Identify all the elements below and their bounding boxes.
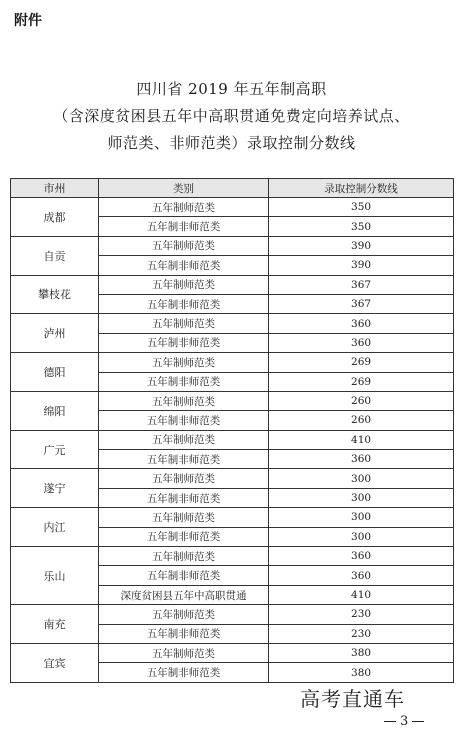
- type-cell: 五年制师范类: [98, 314, 268, 333]
- city-cell: 遂宁: [11, 469, 99, 508]
- header-city: 市州: [11, 179, 99, 198]
- city-cell: 乐山: [11, 547, 99, 605]
- page-number: [380, 714, 428, 729]
- city-cell: 内江: [11, 508, 99, 547]
- score-cell: 230: [269, 624, 454, 643]
- score-cell: 360: [269, 450, 454, 469]
- score-cell: 230: [269, 605, 454, 624]
- score-cell: 380: [269, 663, 454, 682]
- score-table: [10, 178, 454, 683]
- type-cell: 五年制非师范类: [98, 217, 268, 236]
- header-type: 类别: [98, 179, 268, 198]
- city-cell: 成都: [11, 198, 99, 237]
- score-cell: 350: [269, 217, 454, 236]
- score-cell: 360: [269, 333, 454, 352]
- score-cell: 367: [269, 275, 454, 294]
- type-cell: 五年制师范类: [98, 643, 268, 662]
- type-cell: 五年制非师范类: [98, 624, 268, 643]
- table-row: [11, 605, 454, 624]
- type-cell: 五年制师范类: [98, 469, 268, 488]
- table-row: [11, 353, 454, 372]
- city-cell: 德阳: [11, 353, 99, 392]
- score-cell: 269: [269, 353, 454, 372]
- attachment-label: 附件: [14, 13, 42, 29]
- type-cell: 五年制非师范类: [98, 488, 268, 507]
- score-cell: 260: [269, 391, 454, 410]
- score-cell: 390: [269, 256, 454, 275]
- type-cell: 五年制师范类: [98, 275, 268, 294]
- type-cell: 五年制非师范类: [98, 256, 268, 275]
- type-cell: 五年制非师范类: [98, 527, 268, 546]
- type-cell: 五年制师范类: [98, 605, 268, 624]
- type-cell: 五年制非师范类: [98, 411, 268, 430]
- type-cell: 五年制非师范类: [98, 372, 268, 391]
- score-cell: 410: [269, 585, 454, 604]
- score-cell: 350: [269, 198, 454, 217]
- type-cell: 五年制师范类: [98, 353, 268, 372]
- city-cell: 广元: [11, 430, 99, 469]
- table-row: [11, 236, 454, 255]
- table-row: [11, 508, 454, 527]
- city-cell: 泸州: [11, 314, 99, 353]
- score-cell: 380: [269, 643, 454, 662]
- table-row: [11, 643, 454, 662]
- score-cell: 410: [269, 430, 454, 449]
- header-score: 录取控制分数线: [269, 179, 454, 198]
- table-row: [11, 391, 454, 410]
- title-line-3: 师范类、非师范类）录取控制分数线: [107, 134, 356, 152]
- type-cell: 五年制师范类: [98, 391, 268, 410]
- score-cell: 300: [269, 508, 454, 527]
- score-cell: 300: [269, 488, 454, 507]
- type-cell: 五年制非师范类: [98, 663, 268, 682]
- document-title: [0, 76, 463, 157]
- type-cell: 五年制非师范类: [98, 566, 268, 585]
- type-cell: 五年制师范类: [98, 236, 268, 255]
- table-row: [11, 314, 454, 333]
- score-cell: 360: [269, 547, 454, 566]
- type-cell: 五年制师范类: [98, 508, 268, 527]
- city-cell: 绵阳: [11, 391, 99, 430]
- score-cell: 269: [269, 372, 454, 391]
- city-cell: 宜宾: [11, 643, 99, 682]
- score-cell: 360: [269, 566, 454, 585]
- page-number-value: 3: [400, 714, 409, 729]
- score-cell: 390: [269, 236, 454, 255]
- table-row: [11, 275, 454, 294]
- title-line-2: （含深度贫困县五年中高职贯通免费定向培养试点、: [53, 107, 410, 125]
- table-row: [11, 430, 454, 449]
- city-cell: 南充: [11, 605, 99, 644]
- type-cell: 五年制师范类: [98, 430, 268, 449]
- table-row: [11, 198, 454, 217]
- table-row: [11, 469, 454, 488]
- table-header-row: [11, 179, 454, 198]
- type-cell: 五年制师范类: [98, 547, 268, 566]
- type-cell: 五年制非师范类: [98, 333, 268, 352]
- type-cell: 五年制师范类: [98, 198, 268, 217]
- table-row: [11, 547, 454, 566]
- score-cell: 300: [269, 527, 454, 546]
- type-cell: 深度贫困县五年中高职贯通: [98, 585, 268, 604]
- score-cell: 367: [269, 294, 454, 313]
- type-cell: 五年制非师范类: [98, 450, 268, 469]
- type-cell: 五年制非师范类: [98, 294, 268, 313]
- city-cell: 自贡: [11, 236, 99, 275]
- score-cell: 260: [269, 411, 454, 430]
- score-cell: 300: [269, 469, 454, 488]
- score-cell: 360: [269, 314, 454, 333]
- title-line-1: 四川省 2019 年五年制高职: [136, 80, 327, 98]
- table-body: [11, 198, 454, 683]
- city-cell: 攀枝花: [11, 275, 99, 314]
- watermark-text: 高考直通车: [300, 687, 405, 711]
